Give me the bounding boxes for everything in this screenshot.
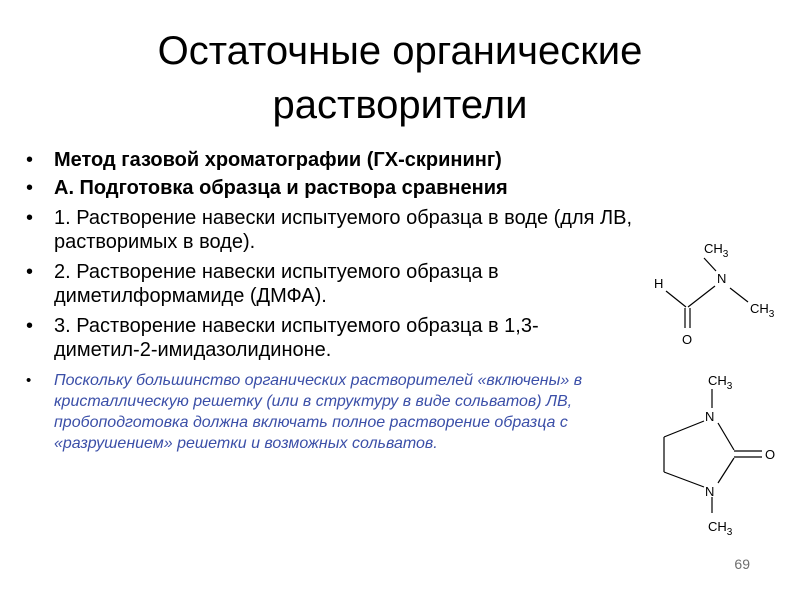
list-item-text: 2. Растворение навески испытуемого образца в диметилформамиде (ДМФА). <box>54 261 499 307</box>
bond <box>688 286 715 307</box>
bond <box>666 291 686 307</box>
bullet-marker: • <box>26 177 34 199</box>
bond <box>664 472 704 487</box>
note-text: Поскольку большинство органических растворителей «включены» в кристаллическую решетку (или в структуру в виде сольватов) ЛВ, пробоподготовка должна включать полное растворение образца с «разрушением» решетки и возможных сольватов. <box>54 372 583 452</box>
list-item <box>26 206 638 254</box>
list-item <box>26 176 638 200</box>
slide-title: Остаточные органические растворители <box>157 29 643 127</box>
list-item <box>26 260 638 308</box>
list-item-text: А. Подготовка образца и раствора сравнения <box>54 177 508 199</box>
atom-label-ch3: $CH_3$ <box>708 519 733 538</box>
atom-label-n: N <box>717 271 727 286</box>
atom-label-ch3: $CH_3$ <box>750 301 775 320</box>
page-number: 69 <box>734 556 750 572</box>
bond <box>730 288 748 302</box>
dmf-structure-diagram <box>640 228 790 353</box>
bond <box>664 421 704 437</box>
bullet-marker: • <box>26 261 34 283</box>
bullet-list <box>26 148 638 454</box>
list-item-text: 3. Растворение навески испытуемого образца в 1,3-диметил-2-имидазолидиноне. <box>54 315 539 361</box>
list-item <box>26 148 638 172</box>
bond <box>704 258 716 271</box>
atom-label-ch3: $CH_3$ <box>708 373 733 392</box>
atom-label-n: N <box>705 409 715 424</box>
atom-label-o: O <box>682 332 693 347</box>
dmi-structure-diagram <box>650 365 790 540</box>
bullet-marker: • <box>26 315 34 337</box>
atom-label-n: N <box>705 484 715 499</box>
bullet-marker: • <box>26 372 32 389</box>
bullet-marker: • <box>26 149 34 171</box>
list-item-note <box>26 370 638 454</box>
dmf-structure <box>640 228 790 353</box>
list-item-text: Метод газовой хроматографии (ГХ-скрининг) <box>54 149 502 171</box>
atom-label-h: H <box>654 276 664 291</box>
list-item-text: 1. Растворение навески испытуемого образца в воде (для ЛВ, растворимых в воде). <box>54 207 633 253</box>
atom-label-o: O <box>765 447 776 462</box>
bond <box>718 423 734 450</box>
dmi-structure <box>650 365 790 540</box>
atom-label-ch3: $CH_3$ <box>704 241 729 260</box>
bullet-marker: • <box>26 207 34 229</box>
bond <box>718 458 734 483</box>
list-item <box>26 314 638 362</box>
